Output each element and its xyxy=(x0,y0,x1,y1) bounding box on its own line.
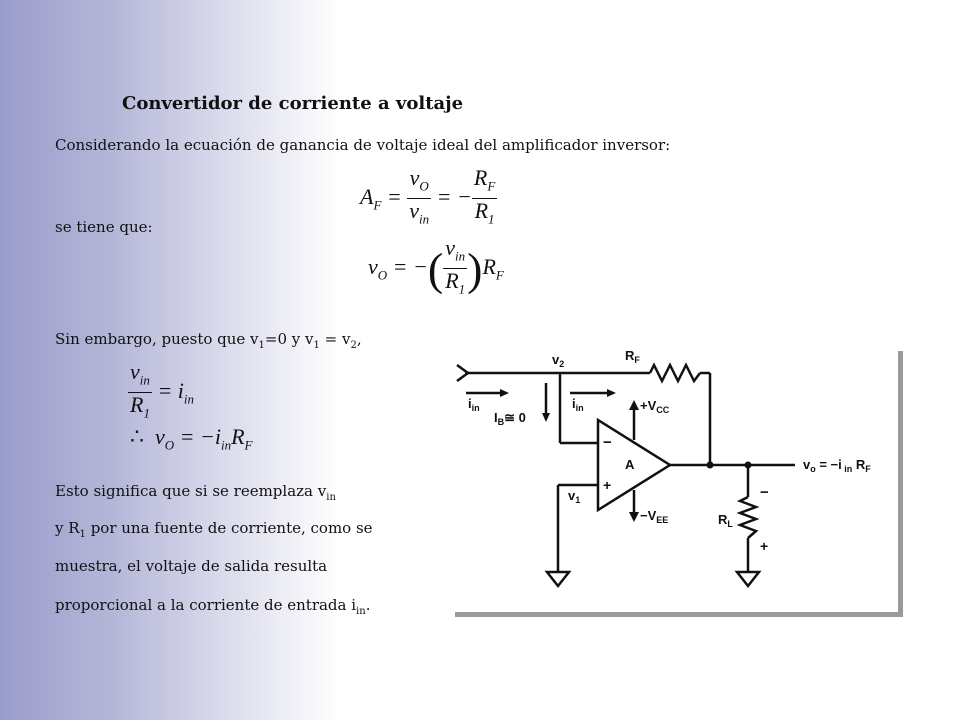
ground-symbol xyxy=(547,572,569,586)
amp-label: A xyxy=(625,457,635,472)
iin-label: $i_{in}$ xyxy=(468,396,480,413)
vee-label: $-V_{EE}$ xyxy=(640,508,669,525)
current-equation: $\frac{v_{in}}{R_1}$ = $i_{in}$ xyxy=(130,359,195,421)
vee-arrow-head xyxy=(629,512,639,522)
ib-label: $I_B≅$ 0 xyxy=(494,410,526,427)
result-equation: ∴ $v_O = -i_{in}R_F$ xyxy=(130,424,253,453)
sin-embargo-text: Sin embargo, puesto que $v_1=0$ y $v_1 = v_2$, xyxy=(55,330,362,351)
junction-dot xyxy=(745,462,752,469)
iin-label: $i_{in}$ xyxy=(572,396,584,413)
junction-dot xyxy=(707,462,714,469)
vo-label: $v_o = -i$ $_{in}$ $R_F$ xyxy=(803,457,871,474)
rf-label: $R_F$ xyxy=(625,348,640,365)
inverting-sign: − xyxy=(603,434,612,451)
body-line-1: Esto significa que si se reemplaza $v_{in}$ xyxy=(55,482,336,503)
body-line-4: proporcional a la corriente de entrada $i_{in}$. xyxy=(55,596,371,617)
noninverting-sign: + xyxy=(603,477,612,493)
rl-plus-sign: + xyxy=(760,538,769,554)
rf-resistor xyxy=(650,365,700,381)
rl-minus-sign: − xyxy=(760,484,769,501)
rl-label: $R_L$ xyxy=(718,512,733,529)
iin-arrow-head xyxy=(607,389,616,397)
v2-label: $v_2$ xyxy=(552,352,565,369)
rl-resistor xyxy=(740,497,756,538)
iin-arrow-head xyxy=(500,389,509,397)
gain-equation: $A_F$ = $\frac{v_O}{v_{in}}$ = − $\frac{R_F}{R_1}$ xyxy=(360,165,496,227)
v1-label: $v_1$ xyxy=(568,488,581,505)
se-tiene-text: se tiene que: xyxy=(55,218,153,236)
vcc-arrow-head xyxy=(629,400,639,410)
vcc-label: $+V_{CC}$ xyxy=(640,398,670,415)
input-arrow xyxy=(457,365,468,381)
intro-text: Considerando la ecuación de ganancia de voltaje ideal del amplificador inversor: xyxy=(55,136,671,154)
circuit-figure xyxy=(446,335,908,620)
body-line-3: muestra, el voltaje de salida resulta xyxy=(55,557,328,575)
body-line-2: y $R_1$ por una fuente de corriente, como se xyxy=(55,519,373,540)
ib-arrow-head xyxy=(542,413,550,422)
circuit-diagram xyxy=(446,335,908,620)
ground-symbol xyxy=(737,572,759,586)
output-equation: $v_O$ = −( $\frac{v_{in}}{R_1}$ )$R_F$ xyxy=(368,235,504,297)
therefore-symbol: ∴ xyxy=(130,424,144,449)
slide-title: Convertidor de corriente a voltaje xyxy=(122,93,464,114)
